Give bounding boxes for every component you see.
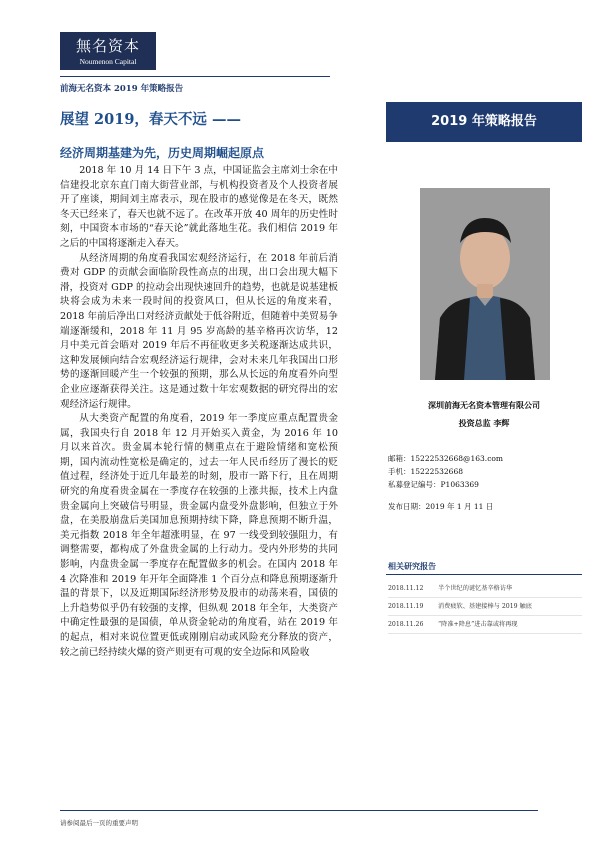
- strategy-banner: 2019 年策略报告: [386, 102, 582, 142]
- publish-date-row: [388, 500, 503, 513]
- list-item[interactable]: [388, 580, 582, 598]
- email-label: 邮箱：: [388, 454, 411, 463]
- company-logo: [60, 32, 156, 70]
- phone-value: 15222532668: [410, 467, 463, 476]
- related-research-divider: [386, 574, 582, 575]
- paragraph-2: 从经济周期的角度看我国宏观经济运行，在 2018 年前后消费对 GDP 的贡献会面临阶段性高点的出现，出口会出现大幅下滑，投资对 GDP 的拉动会出现快速回升的趋势，也就是说基建板块将会成为未来一段时间的投资风口，但从长远的角度来看，2018 年前后净出口对经济贡献处于低谷附近，但随着中美贸易争端逐渐缓和，2018 年 11 月 95 岁高龄的基辛格再次访华，12 月中美元首会晤对 2019 年后不再征收更多关税逐渐达成共识，这种发展倾向结合宏观经济运行规律，会对未来几年我国出口形势的逐渐回暖产生一个较强的预期，那么从长远的角度看外向型企业应逐渐获得关注。这是通过数十年宏观数据的研究得出的宏观经济运行规律。: [60, 252, 338, 410]
- email-link[interactable]: 15222532668@163.com: [410, 454, 504, 463]
- research-date: 2018.11.19: [388, 603, 424, 610]
- publish-date-value: 2019 年 1 月 11 日: [425, 502, 494, 511]
- list-item[interactable]: [388, 598, 582, 616]
- research-date: 2018.11.12: [388, 585, 424, 592]
- contact-info: [388, 452, 503, 513]
- paragraph-1: 2018 年 10 月 14 日下午 3 点，中国证监会主席刘士余在中信建投北京东直门南大街营业部，与机构投资者及个人投资者展开了座谈，期间刘主席表示，现在股市的感觉像是在冬天，既然冬天已经来了，春天也就不远了。在改革开放 40 周年的历史性时刻，中国资本市场的“春天论”就此落地生花。我们相信 2019 年之后的中国将逐渐走入春天。: [60, 165, 338, 249]
- research-date: 2018.11.26: [388, 621, 424, 628]
- report-title: 展望 2019，春天不远 ——: [60, 111, 241, 128]
- logo-en-text: Noumenon Capital: [79, 57, 137, 66]
- related-research-heading: 相关研究报告: [388, 562, 436, 571]
- registration-value: P1063369: [440, 480, 479, 489]
- footer-divider: [60, 810, 538, 811]
- paragraph-3: 从大类资产配置的角度看，2019 年一季度应重点配置贵金属，我国央行自 2018 年 12 月开始买入黄金，为 2016 年 10 月以来首次。贵金属本轮行情的侧重点在于避险情绪和宽松预期，国内流动性宽松是确定的，过去一年人民币经历了漫长的贬值过程，经济处于近几年最差的时刻，股市一路下行，且在周期研究的角度看贵金属在一季度存在较强的上涨共振，技术上内盘贵金属向上突破信号明显，贵金属内盘受外盘影响，但独立于外盘，在美股崩盘后美国加息预期持续下降，降息预期不断升温，美元指数 2018 年全年超涨明显，在 97 一线受到较强阻力，有调整需要，都构成了外盘贵金属的上行动力。受内外形势的共同影响，内盘贵金属一季度存在配置做多的机会。在国内 2018 年 4 次降准和 2019 年开年全面降准 1 个百分点和降息预期逐渐升温的背景下，以及近期国际经济形势及股市的动荡来看，国债的上升趋势似乎仍有较强的支撑，但纵观 2018 年全年，大类资产中确定性最强的是国债，单从资金轮动的角度看，站在 2019 年的起点，相对来说位置更低或刚刚启动或风险充分释放的资产，较之前已经持续火爆的资产则更有可观的安全边际和风险收: [60, 413, 338, 658]
- header-divider: [60, 76, 330, 77]
- publish-date-label: 发布日期：: [388, 502, 426, 511]
- registration-row: [388, 478, 503, 491]
- logo-cn-text: 無名资本: [75, 37, 140, 55]
- analyst-name: 投资总监 李辉: [458, 418, 510, 428]
- report-subtitle: 经济周期基建为先，历史周期崛起原点: [60, 146, 265, 160]
- email-row: [388, 452, 503, 465]
- related-research-list: [388, 580, 582, 634]
- report-tag: 前海无名资本 2019 年策略报告: [60, 84, 184, 94]
- disclaimer-note: 请参阅最后一页的重要声明: [60, 819, 138, 827]
- phone-label: 手机：: [388, 467, 411, 476]
- company-name: 深圳前海无名资本管理有限公司: [428, 400, 540, 410]
- research-title[interactable]: 半个世纪的谜忆基辛格访华: [438, 585, 513, 592]
- main-article: [60, 164, 338, 660]
- analyst-portrait-graphic: [420, 188, 550, 380]
- registration-label: 私募登记编号：: [388, 480, 441, 489]
- research-title[interactable]: 消费疲软、基建接棒与 2019 触底: [438, 603, 532, 610]
- list-item[interactable]: [388, 616, 582, 634]
- analyst-photo: [420, 188, 550, 380]
- phone-row: [388, 465, 503, 478]
- research-title[interactable]: “降准+降息”进击靠或将再现: [438, 621, 518, 628]
